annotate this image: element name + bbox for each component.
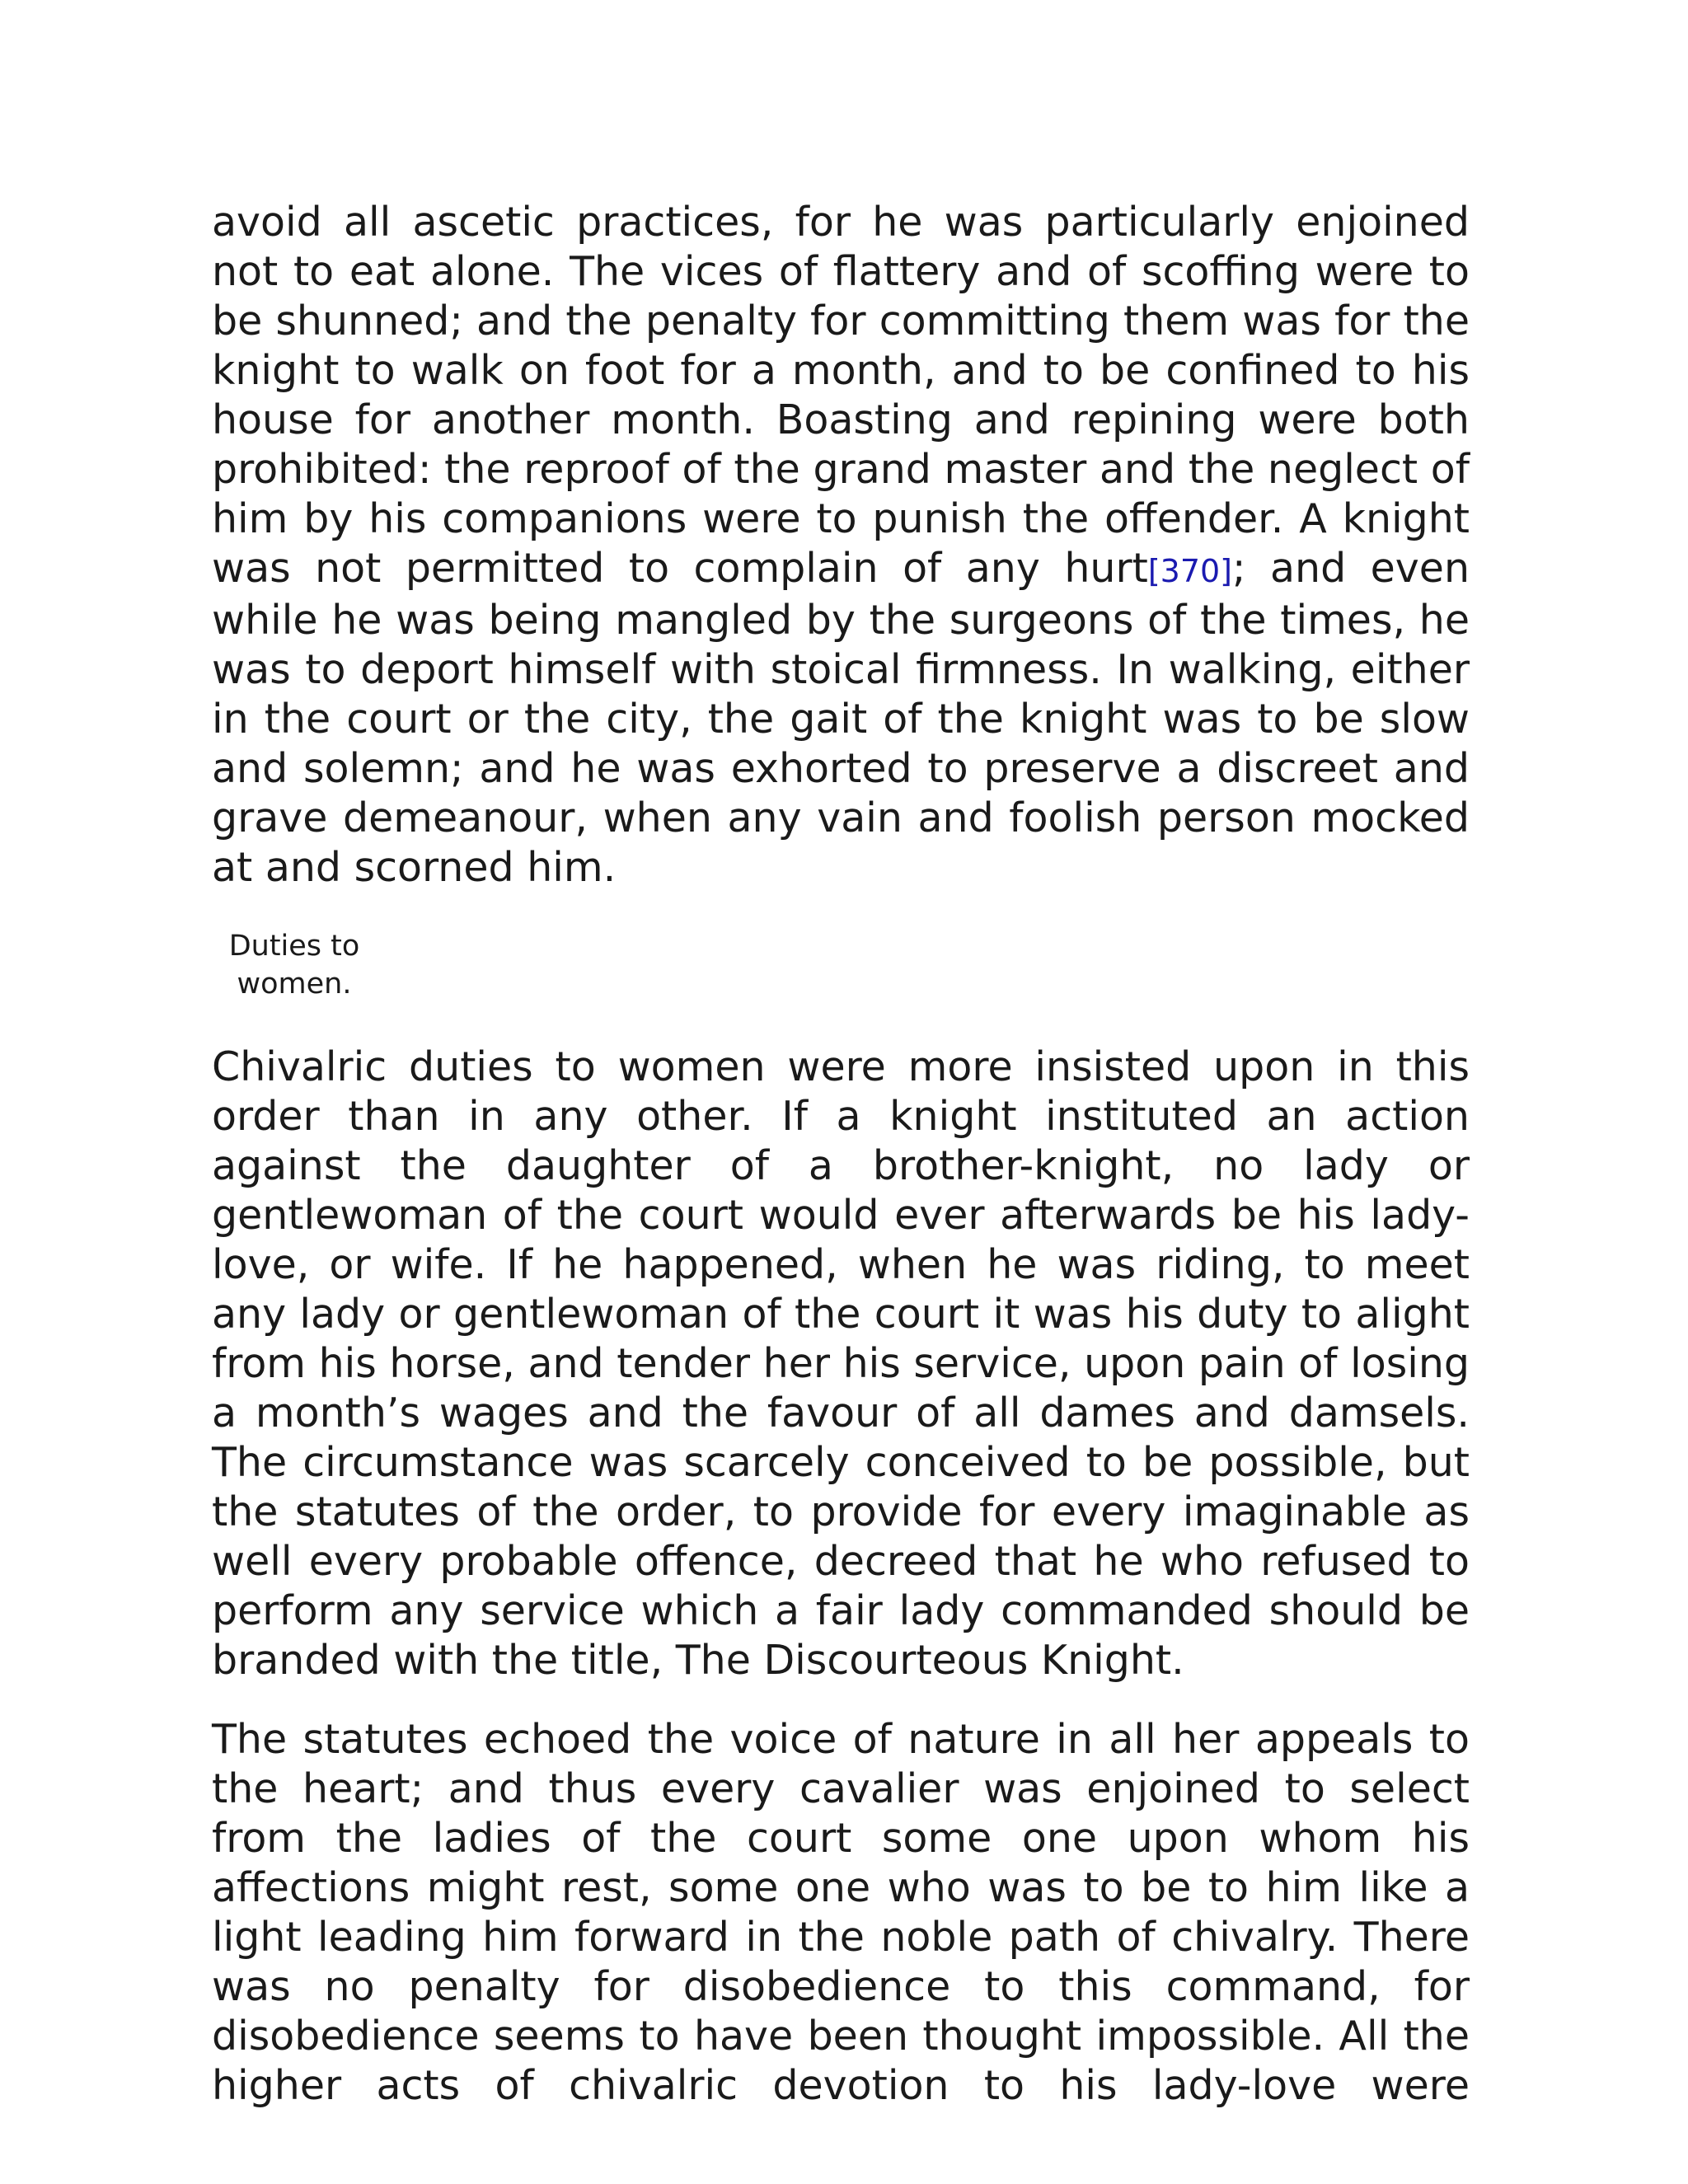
- footnote-link-370[interactable]: [370]: [1147, 553, 1232, 589]
- paragraph-text: ; and even while he was being mangled by the surgeons of the times, he was to deport himself with stoical firmness. In walking, either in the court or the city, the gait of the knight was to be slow and solemn; and he was exhorted to preserve a discreet and grave demeanour, when any vain and foolish person mocked at and scorned him.: [212, 545, 1470, 891]
- sidenote-line: women.: [237, 968, 352, 1001]
- sidenote-duties-to-women: [212, 927, 377, 1003]
- sidenote-line: Duties to: [228, 930, 360, 963]
- paragraph-duties-to-women: Chivalric duties to women were more insisted upon in this order than in any other. If a knight instituted an action against the daughter of a brother-knight, no lady or gentlewoman of the court would ever afterwards be his lady-love, or wife. If he happened, when he was riding, to meet any lady or gentlewoman of the court it was his duty to alight from his horse, and tender her his service, upon pain of losing a month’s wages and the favour of all dames and damsels. The circumstance was scarcely conceived to be possible, but the statutes of the order, to provide for every imaginable as well every probable offence, decreed that he who refused to perform any service which a fair lady commanded should be branded with the title, The Discourteous Knight.: [212, 1043, 1470, 1684]
- page-body: [212, 198, 1470, 2111]
- paragraph-statutes-nature: The statutes echoed the voice of nature in all her appeals to the heart; and thus every cavalier was enjoined to select from the ladies of the court some one upon whom his affections might rest, some one who was to be to him like a light leading him forward in the noble path of chivalry. There was no penalty for disobedience to this command, for disobedience seems to have been thought impossible. All the higher acts of chivalric devotion to his lady-love were: [212, 1716, 1470, 2109]
- paragraph-text: avoid all ascetic practices, for he was particularly enjoined not to eat alone. The vices of flattery and of scoffing were to be shunned; and the penalty for committing them was for the knight to walk on foot for a month, and to be confined to his house for another month. Boasting and repining were both prohibited: the reproof of the grand master and the neglect of him by his companions were to punish the offender. A knight was not permitted to complain of any hurt: [212, 199, 1470, 592]
- paragraph-ascetic-practices: [212, 198, 1470, 893]
